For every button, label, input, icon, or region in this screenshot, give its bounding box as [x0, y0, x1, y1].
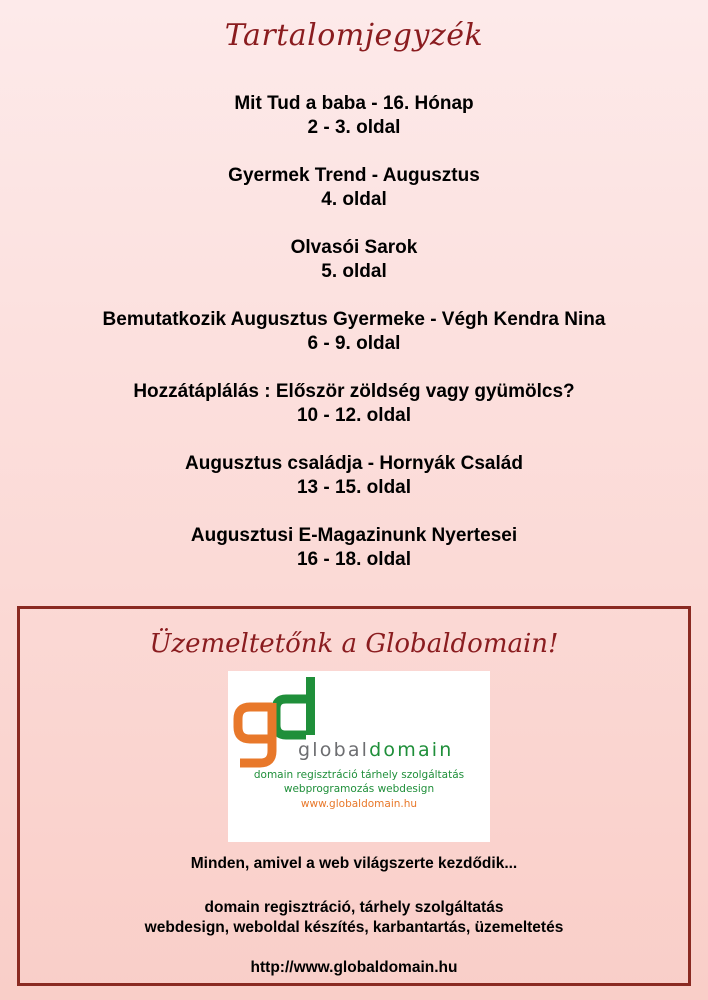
logo-tagline-1: domain regisztráció tárhely szolgáltatás [253, 769, 465, 781]
sponsor-services-1: domain regisztráció, tárhely szolgáltatás [204, 899, 504, 916]
toc-item [0, 164, 708, 236]
sponsor-box [17, 606, 691, 986]
toc-item-title: Gyermek Trend - Augusztus [228, 165, 480, 186]
toc-item-title: Augusztus családja - Hornyák Család [185, 453, 523, 474]
sponsor-services-2: webdesign, weboldal készítés, karbantartás, üzemeltetés [144, 919, 564, 936]
logo-url: www.globaldomain.hu [300, 798, 418, 810]
logo-wordmark [298, 739, 454, 761]
page-title: Tartalomjegyzék [224, 18, 484, 53]
sponsor-url[interactable]: http://www.globaldomain.hu [250, 959, 458, 976]
toc-item-pages: 5. oldal [321, 261, 387, 282]
logo-word-domain: domain [369, 739, 454, 761]
toc-item-pages: 16 - 18. oldal [296, 549, 412, 570]
toc-item [0, 452, 708, 524]
toc-item-pages: 4. oldal [321, 189, 387, 210]
logo-word-global: global [298, 739, 370, 761]
toc-item [0, 92, 708, 164]
toc-item-pages: 6 - 9. oldal [307, 333, 401, 354]
toc-item [0, 380, 708, 452]
sponsor-heading: Üzemeltetőnk a Globaldomain! [149, 629, 559, 659]
logo-tagline-2: webprogramozás webdesign [283, 783, 435, 795]
toc-item-title: Hozzátáplálás : Először zöldség vagy gyümölcs? [133, 381, 575, 402]
toc-item [0, 308, 708, 380]
toc-item-pages: 2 - 3. oldal [307, 117, 401, 138]
toc-item-pages: 13 - 15. oldal [296, 477, 412, 498]
globaldomain-logo [228, 671, 490, 842]
toc-item-title: Olvasói Sarok [290, 237, 418, 258]
toc-item-title: Mit Tud a baba - 16. Hónap [234, 93, 474, 114]
toc-item-title: Augusztusi E-Magazinunk Nyertesei [190, 525, 518, 546]
toc-item-pages: 10 - 12. oldal [296, 405, 412, 426]
sponsor-slogan: Minden, amivel a web világszerte kezdődik... [190, 855, 518, 872]
toc-item-title: Bemutatkozik Augusztus Gyermeke - Végh Kendra Nina [102, 309, 606, 330]
toc-item [0, 236, 708, 308]
toc-item [0, 524, 708, 596]
table-of-contents [0, 92, 708, 596]
